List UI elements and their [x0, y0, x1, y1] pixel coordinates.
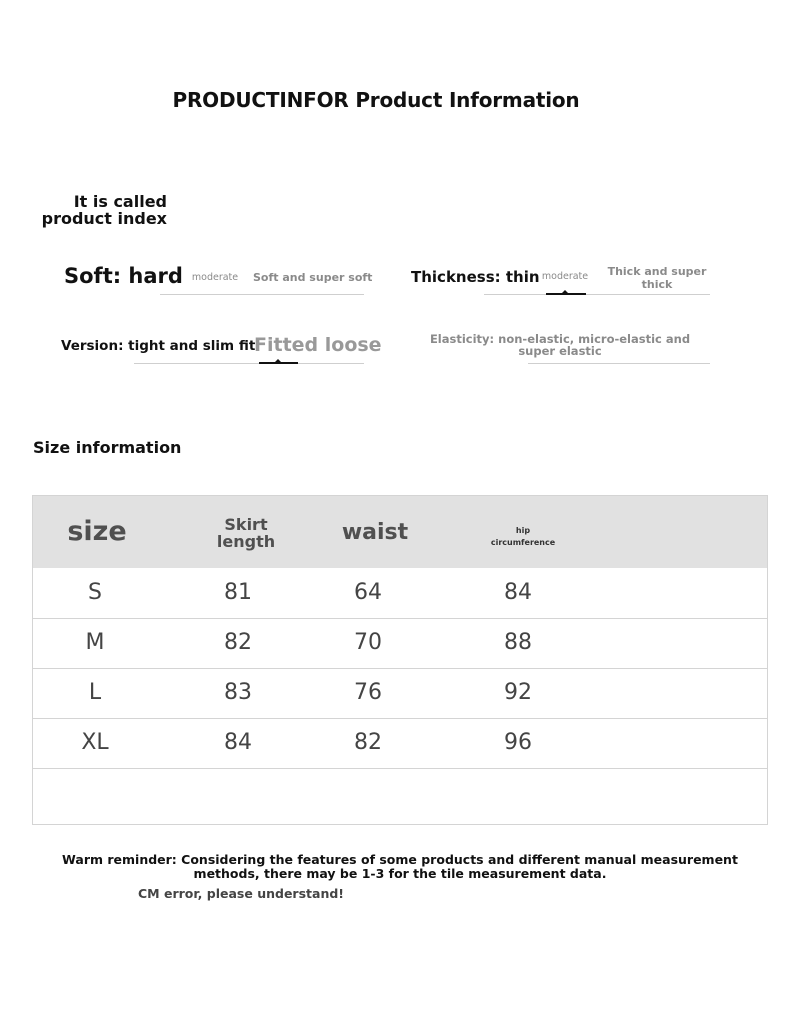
product-index-heading-line2: product index: [41, 209, 167, 228]
cell-size: M: [85, 630, 105, 655]
elasticity-label: Elasticity: non-elastic, micro-elastic and super elastic: [429, 332, 691, 358]
skirt-header-line1: Skirt: [224, 515, 268, 534]
hip-header-line1: hip: [515, 526, 531, 535]
thickness-option-moderate: moderate: [541, 271, 589, 282]
cell-skirt-length: 83: [224, 680, 252, 705]
cell-hip: 92: [504, 680, 532, 705]
product-index-heading-line1: It is called: [73, 192, 167, 211]
cell-waist: 82: [354, 730, 382, 755]
table-row: [33, 668, 767, 719]
elasticity-scale-line: [528, 363, 710, 364]
cell-size: XL: [81, 730, 109, 755]
thickness-label: Thickness: thin: [411, 268, 540, 286]
version-scale-line: [134, 363, 364, 364]
column-header-waist: waist: [341, 520, 409, 545]
size-table: [32, 495, 768, 825]
cell-hip: 88: [504, 630, 532, 655]
version-marker-tick: [275, 359, 281, 362]
thickness-marker-tick: [562, 290, 568, 293]
table-row: [33, 568, 767, 619]
cell-waist: 76: [354, 680, 382, 705]
cell-hip: 84: [504, 580, 532, 605]
column-header-size: size: [67, 516, 127, 547]
cell-waist: 64: [354, 580, 382, 605]
cell-waist: 70: [354, 630, 382, 655]
cell-size: S: [88, 580, 102, 605]
soft-scale-line: [160, 294, 364, 295]
thickness-scale-line: [484, 294, 710, 295]
cell-hip: 96: [504, 730, 532, 755]
version-option-fitted-loose: Fitted loose: [254, 334, 382, 356]
cm-error-note: CM error, please understand!: [138, 886, 344, 901]
size-table-header: [33, 496, 767, 568]
soft-label: Soft: hard: [64, 264, 183, 288]
warm-reminder: Warm reminder: Considering the features of some products and different manual measurement methods, there may be 1-3 for the tile measurement data.: [62, 852, 738, 881]
size-information-heading: Size information: [33, 438, 182, 457]
soft-option-moderate: moderate: [191, 272, 239, 283]
column-header-hip: [463, 525, 583, 549]
cell-skirt-length: 84: [224, 730, 252, 755]
skirt-header-line2: length: [216, 532, 276, 551]
hip-header-line2: circumference: [490, 538, 556, 547]
table-row: [33, 618, 767, 669]
table-row-empty: [33, 768, 767, 818]
cell-skirt-length: 82: [224, 630, 252, 655]
cell-skirt-length: 81: [224, 580, 252, 605]
thickness-selected-marker: [546, 293, 586, 295]
page-title: PRODUCTINFOR Product Information: [172, 88, 580, 112]
soft-option-super-soft: Soft and super soft: [253, 271, 373, 284]
cell-size: L: [88, 680, 102, 705]
table-row: [33, 718, 767, 769]
product-index-heading: [42, 193, 167, 227]
version-selected-marker: [259, 362, 298, 364]
thickness-option-super-thick: Thick and super thick: [607, 265, 707, 291]
column-header-skirt-length: [193, 516, 299, 550]
version-label: Version: tight and slim fit: [61, 338, 256, 354]
